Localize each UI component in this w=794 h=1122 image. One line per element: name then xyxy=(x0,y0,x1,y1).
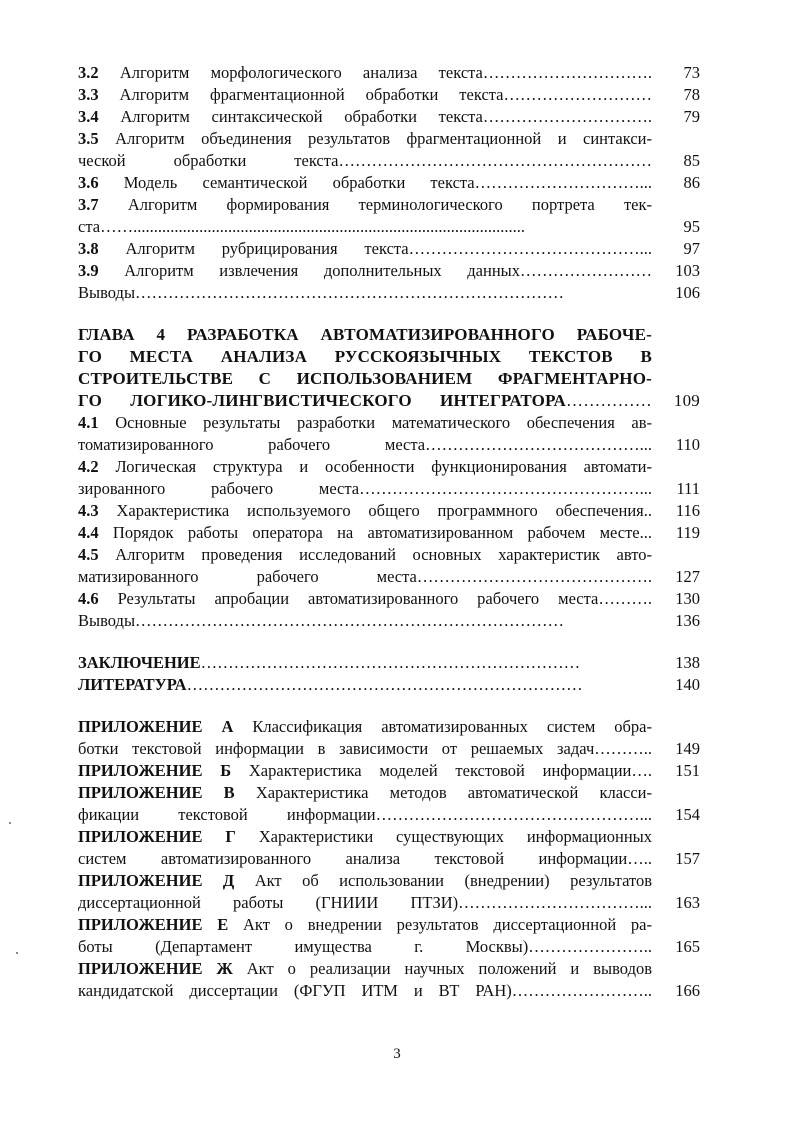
leader-dots: …………………………………………... xyxy=(375,805,652,824)
leader-dots: …………………….. xyxy=(511,981,652,1000)
toc-entry-3-4 xyxy=(78,106,700,128)
toc-entry-3-7-cont xyxy=(78,216,700,238)
entry-title: ческой обработки текста xyxy=(78,151,339,170)
entry-title: Выводы xyxy=(78,283,136,302)
entry-title: систем автоматизированного анализа текстовой информации xyxy=(78,849,628,868)
page-ref: 130 xyxy=(675,589,700,608)
page-ref: 86 xyxy=(683,173,700,192)
toc-appendix-v xyxy=(78,782,700,804)
leader-dots: …………… xyxy=(566,391,652,410)
toc-appendix-v-cont xyxy=(78,804,700,826)
toc-entry-4-2 xyxy=(78,456,700,478)
chapter-4-heading-line-1 xyxy=(78,324,700,346)
leader-dots: ………………….. xyxy=(528,937,652,956)
section-number: 3.5 xyxy=(78,129,99,148)
section-number: 3.7 xyxy=(78,195,99,214)
entry-title: Алгоритм извлечения дополнительных данных xyxy=(124,261,520,280)
entry-title: Акт о внедрении результатов диссертационной ра- xyxy=(243,915,652,934)
leader-dots: ………. xyxy=(598,589,652,608)
section-number: 3.8 xyxy=(78,239,99,258)
toc-entry-4-5-cont xyxy=(78,566,700,588)
section-number: 4.3 xyxy=(78,501,99,520)
page-ref: 140 xyxy=(675,675,700,694)
entry-title: Модель семантической обработки текста xyxy=(123,173,475,192)
leader-dots: …………………………. xyxy=(482,63,652,82)
page-ref: 119 xyxy=(675,523,700,542)
entry-title: томатизированного рабочего места xyxy=(78,435,426,454)
section-number: 3.9 xyxy=(78,261,99,280)
leader-dots: ……………………………………………………………… xyxy=(186,675,583,694)
page-ref: 78 xyxy=(683,85,700,104)
leader-dots: ……….. xyxy=(594,739,652,758)
leader-dots: ... xyxy=(639,523,652,542)
entry-title: Акт об использовании (внедрении) результатов xyxy=(254,871,652,890)
entry-title: фикации текстовой информации xyxy=(78,805,376,824)
page-ref: 165 xyxy=(675,937,700,956)
page-ref: 103 xyxy=(675,261,700,280)
section-number: 4.5 xyxy=(78,545,99,564)
leader-dots: …………………………. xyxy=(482,107,652,126)
entry-title: Характеристика используемого общего программного обеспечения xyxy=(116,501,644,520)
leader-dots: …………………………... xyxy=(474,173,652,192)
toc-appendix-b xyxy=(78,760,700,782)
appendix-label: ПРИЛОЖЕНИЕ Ж xyxy=(78,959,233,978)
chapter-4-heading-line-4 xyxy=(78,390,700,412)
entry-title: Алгоритм фрагментационной обработки текста xyxy=(119,85,504,104)
toc-entry-conclusions-3 xyxy=(78,282,700,304)
page-ref: 166 xyxy=(675,981,700,1000)
section-number: 3.2 xyxy=(78,63,99,82)
chapter-4-heading-line-3 xyxy=(78,368,700,390)
toc-appendix-zh xyxy=(78,958,700,980)
page-ref: 85 xyxy=(683,151,700,170)
toc-appendix-g-cont xyxy=(78,848,700,870)
page-number: 3 xyxy=(393,1046,401,1062)
entry-title: Алгоритм формирования терминологического портрета тек- xyxy=(127,195,652,214)
page-ref: 154 xyxy=(675,805,700,824)
toc-entry-3-5 xyxy=(78,128,700,150)
page-ref: 106 xyxy=(675,283,700,302)
toc-appendix-zh-cont xyxy=(78,980,700,1002)
section-number: 3.4 xyxy=(78,107,99,126)
leader-dots: ……………………… xyxy=(503,85,652,104)
page-ref: 151 xyxy=(675,761,700,780)
page-ref: 127 xyxy=(675,567,700,586)
toc-entry-conclusion xyxy=(78,652,700,674)
toc-appendix-e-cont xyxy=(78,936,700,958)
page-ref: 95 xyxy=(683,217,700,236)
page-ref: 157 xyxy=(675,849,700,868)
entry-title: Алгоритм проведения исследований основных характеристик авто- xyxy=(115,545,652,564)
entry-title: диссертационной работы (ГНИИИ ПТЗИ) xyxy=(78,893,459,912)
toc-entry-3-8 xyxy=(78,238,700,260)
leader-dots: ……………………………………………... xyxy=(359,479,652,498)
leader-dots: …………………………………... xyxy=(425,435,652,454)
leader-dots: ……………………………………. xyxy=(416,567,652,586)
toc-entry-3-7 xyxy=(78,194,700,216)
toc-entry-3-5-cont xyxy=(78,150,700,172)
toc-appendix-a xyxy=(78,716,700,738)
entry-title: Алгоритм рубрицирования текста xyxy=(125,239,409,258)
entry-title: Алгоритм объединения результатов фрагментационной и синтакси- xyxy=(115,129,652,148)
entry-title: Характеристики существующих информационных xyxy=(258,827,652,846)
leader-dots: …………………… xyxy=(520,261,652,280)
toc-entry-4-2-cont xyxy=(78,478,700,500)
leader-dots: …………………………………………………………………… xyxy=(135,611,565,630)
leader-dots: ………………………………………………… xyxy=(338,151,652,170)
toc-entry-4-1 xyxy=(78,412,700,434)
toc-entry-3-9 xyxy=(78,260,700,282)
entry-title: зированного рабочего места xyxy=(78,479,360,498)
appendix-label: ПРИЛОЖЕНИЕ В xyxy=(78,783,235,802)
entry-title: Выводы xyxy=(78,611,136,630)
page-ref: 149 xyxy=(675,739,700,758)
section-number: 4.1 xyxy=(78,413,99,432)
entry-title: боты (Департамент имущества г. Москвы) xyxy=(78,937,529,956)
appendix-label: ПРИЛОЖЕНИЕ Д xyxy=(78,871,235,890)
leader-dots: ….. xyxy=(627,849,652,868)
entry-title: Алгоритм синтаксической обработки текста xyxy=(120,107,483,126)
entry-title: Алгоритм морфологического анализа текста xyxy=(119,63,483,82)
page-ref: 73 xyxy=(683,63,700,82)
leader-dots: …………………………………………………………………… xyxy=(135,283,565,302)
toc-entry-3-2 xyxy=(78,62,700,84)
section-number: 3.6 xyxy=(78,173,99,192)
scan-speck xyxy=(9,822,11,824)
entry-title: кандидатской диссертации (ФГУП ИТМ и ВТ РАН) xyxy=(78,981,512,1000)
entry-title: Характеристика моделей текстовой информации xyxy=(248,761,632,780)
table-of-contents xyxy=(78,62,700,1002)
chapter-heading: ГЛАВА 4 РАЗРАБОТКА АВТОМАТИЗИРОВАННОГО РАБОЧЕ- xyxy=(78,325,652,344)
toc-entry-4-1-cont xyxy=(78,434,700,456)
toc-entry-3-6 xyxy=(78,172,700,194)
chapter-4-heading-line-2 xyxy=(78,346,700,368)
entry-title: ста xyxy=(78,217,101,236)
toc-appendix-d-cont xyxy=(78,892,700,914)
page-ref: 138 xyxy=(675,653,700,672)
toc-entry-4-6 xyxy=(78,588,700,610)
leader-dots: .. xyxy=(643,501,652,520)
entry-title: Порядок работы оператора на автоматизированном рабочем месте xyxy=(112,523,640,542)
section-number: 4.4 xyxy=(78,523,99,542)
entry-title: Логическая структура и особенности функционирования автомати- xyxy=(115,457,652,476)
toc-entry-4-4 xyxy=(78,522,700,544)
appendix-label: ПРИЛОЖЕНИЕ Б xyxy=(78,761,232,780)
leader-dots: ……………………………………... xyxy=(408,239,652,258)
chapter-heading: ГО МЕСТА АНАЛИЗА РУССКОЯЗЫЧНЫХ ТЕКСТОВ В xyxy=(78,347,652,366)
section-number: 4.2 xyxy=(78,457,99,476)
entry-title: ботки текстовой информации в зависимости от решаемых задач xyxy=(78,739,595,758)
toc-appendix-g xyxy=(78,826,700,848)
toc-entry-literature xyxy=(78,674,700,696)
toc-entry-conclusions-4 xyxy=(78,610,700,632)
page-ref: 163 xyxy=(675,893,700,912)
entry-title: Результаты апробации автоматизированного рабочего места xyxy=(117,589,599,608)
page-ref: 136 xyxy=(675,611,700,630)
toc-appendix-e xyxy=(78,914,700,936)
section-number: 3.3 xyxy=(78,85,99,104)
chapter-heading: СТРОИТЕЛЬСТВЕ С ИСПОЛЬЗОВАНИЕМ ФРАГМЕНТАРНО- xyxy=(78,369,652,388)
entry-title: ЗАКЛЮЧЕНИЕ xyxy=(78,653,201,672)
page-ref: 97 xyxy=(683,239,700,258)
leader-dots: …………………………………………………………… xyxy=(200,653,581,672)
page-ref: 111 xyxy=(676,479,700,498)
entry-title: матизированного рабочего места xyxy=(78,567,417,586)
page-ref: 110 xyxy=(675,435,700,454)
toc-entry-4-5 xyxy=(78,544,700,566)
appendix-label: ПРИЛОЖЕНИЕ Е xyxy=(78,915,229,934)
appendix-label: ПРИЛОЖЕНИЕ А xyxy=(78,717,234,736)
toc-appendix-a-cont xyxy=(78,738,700,760)
leader-dots: …. xyxy=(631,761,652,780)
page-ref: 79 xyxy=(683,107,700,126)
appendix-label: ПРИЛОЖЕНИЕ Г xyxy=(78,827,236,846)
entry-title: ЛИТЕРАТУРА xyxy=(78,675,187,694)
leader-dots: ……............................................................................................... xyxy=(100,217,525,236)
toc-entry-3-3 xyxy=(78,84,700,106)
section-number: 4.6 xyxy=(78,589,99,608)
entry-title: Основные результаты разработки математического обеспечения ав- xyxy=(115,413,652,432)
toc-entry-4-3 xyxy=(78,500,700,522)
leader-dots: ……………………………... xyxy=(458,893,652,912)
entry-title: Классификация автоматизированных систем обра- xyxy=(252,717,652,736)
page-ref: 116 xyxy=(675,501,700,520)
entry-title: Акт о реализации научных положений и выводов xyxy=(246,959,652,978)
toc-appendix-d xyxy=(78,870,700,892)
entry-title: Характеристика методов автоматической класси- xyxy=(255,783,652,802)
chapter-heading: ГО ЛОГИКО-ЛИНГВИСТИЧЕСКОГО ИНТЕГРАТОРА xyxy=(78,391,566,410)
scan-speck xyxy=(16,952,18,954)
page-ref: 109 xyxy=(673,391,700,410)
